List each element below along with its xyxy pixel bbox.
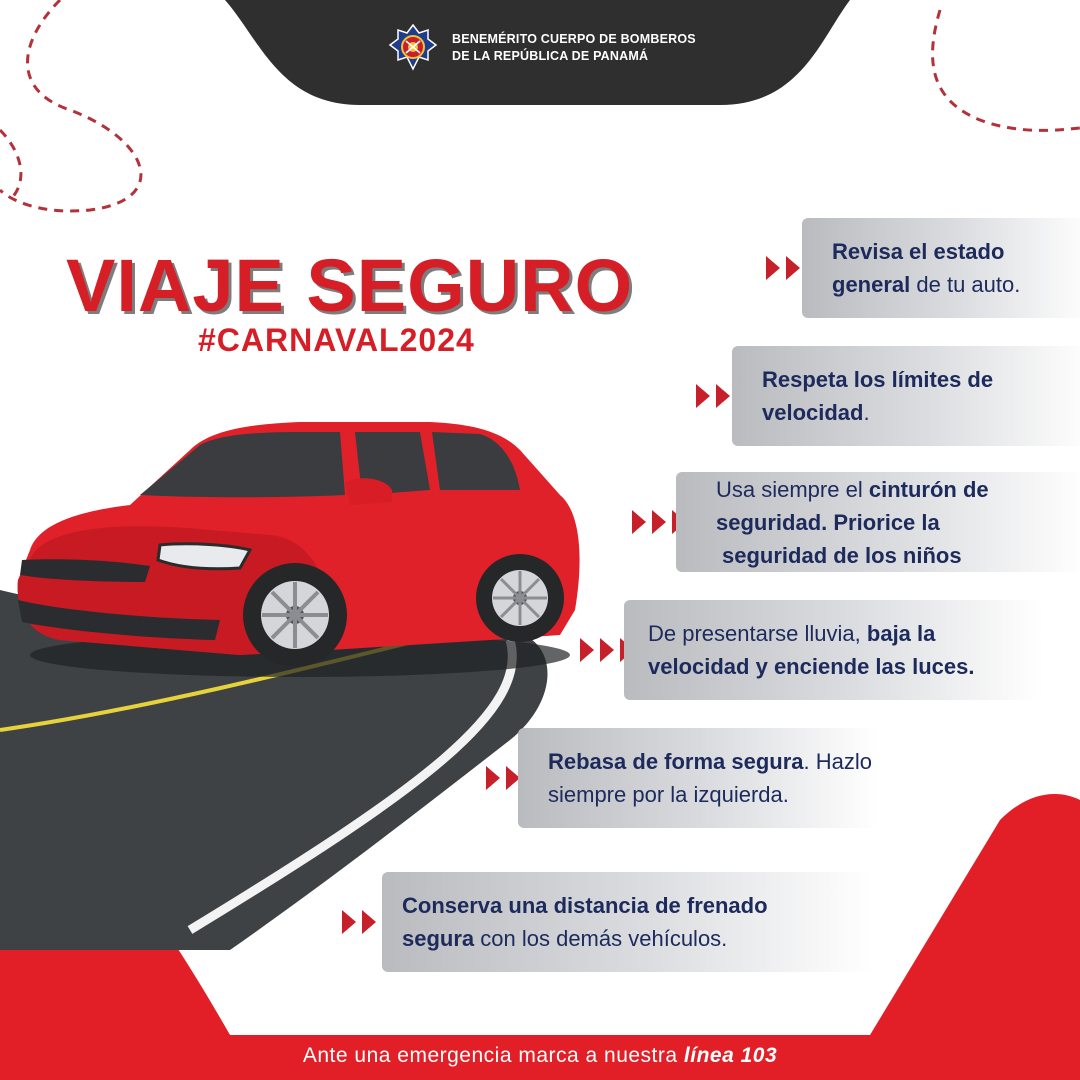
fire-department-badge-icon	[388, 23, 438, 73]
tip-braking-distance	[340, 872, 872, 972]
tip-box	[802, 218, 1080, 318]
org-name-line2: DE LA REPÚBLICA DE PANAMÁ	[452, 49, 649, 63]
car-on-road-illustration	[0, 410, 600, 950]
tip-text: Usa siempre el cinturón de seguridad. Priorice la seguridad de los niños	[716, 476, 989, 568]
org-header	[388, 22, 696, 74]
emergency-line-number: línea 103	[683, 1044, 778, 1067]
tip-text: Conserva una distancia de frenado segura con los demás vehículos.	[402, 893, 768, 951]
tip-rain	[578, 600, 1044, 700]
tip-text: Revisa el estado general de tu auto.	[832, 239, 1021, 297]
tip-box	[732, 346, 1080, 446]
emergency-footer	[0, 1044, 1080, 1068]
windshield	[140, 432, 345, 497]
tip-box	[624, 600, 1044, 700]
hashtag: #CARNAVAL2024	[198, 322, 475, 358]
tip-box	[518, 728, 878, 828]
main-title: VIAJE SEGURO	[66, 244, 634, 327]
tip-text: Respeta los límites de velocidad.	[762, 367, 994, 425]
org-name-line1: BENEMÉRITO CUERPO DE BOMBEROS	[452, 32, 696, 46]
rear-wheel	[476, 554, 564, 642]
tip-box	[382, 872, 872, 972]
front-wheel	[243, 563, 347, 667]
tip-text: De presentarse lluvia, baja la velocidad y enciende las luces.	[648, 621, 975, 679]
footer-text: Ante una emergencia marca a nuestra	[302, 1044, 684, 1067]
tip-text: Rebasa de forma segura. Hazlo siempre por la izquierda.	[548, 749, 873, 807]
tip-overtake	[484, 728, 878, 828]
tip-speed-limits	[694, 346, 1080, 446]
tip-box	[676, 472, 1080, 572]
org-name	[452, 31, 696, 65]
tip-seatbelt	[630, 472, 1080, 572]
tip-check-vehicle	[764, 218, 1080, 318]
